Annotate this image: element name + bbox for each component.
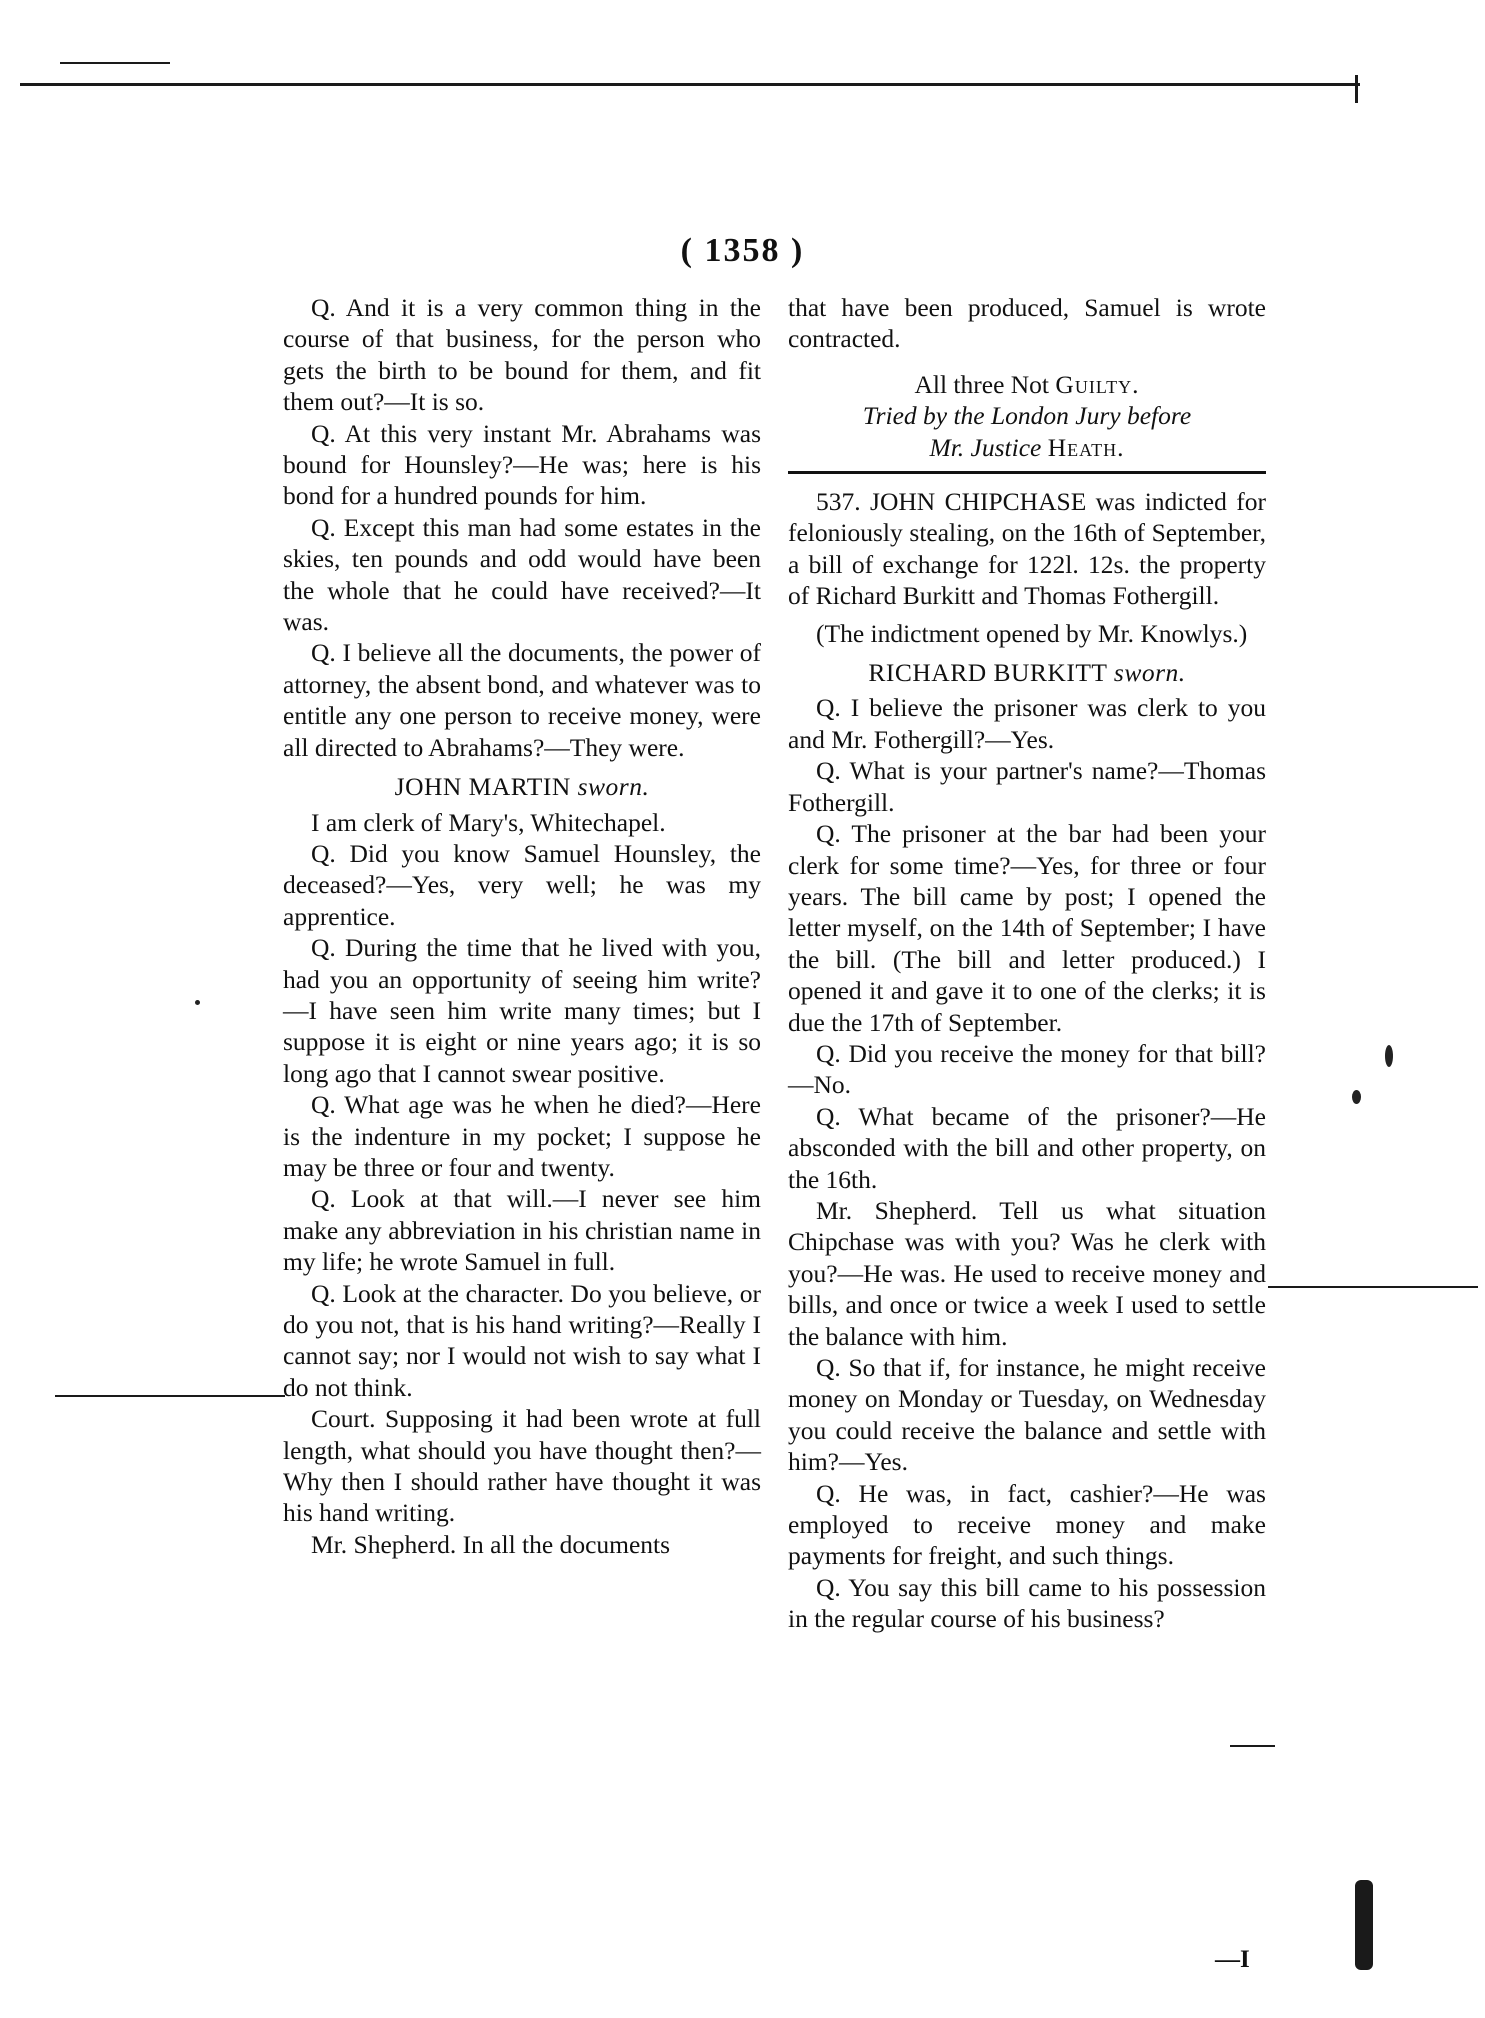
witness-heading bbox=[283, 771, 761, 802]
paragraph: Q. Did you receive the money for that bill?—No. bbox=[788, 1038, 1266, 1100]
paragraph: Mr. Shepherd. Tell us what situation Chipchase was with you? Was he clerk with you?—He was. He used to receive money and bills, and once or twice a week I used to settle the balance with him. bbox=[788, 1195, 1266, 1351]
case-divider bbox=[788, 471, 1266, 474]
indictment-note: (The indictment opened by Mr. Knowlys.) bbox=[816, 618, 1248, 648]
witness-name: RICHARD BURKITT bbox=[868, 658, 1108, 688]
paragraph: Q. You say this bill came to his possession in the regular course of his business? bbox=[788, 1572, 1266, 1634]
paragraph: Q. During the time that he lived with you, had you an opportunity of seeing him write?—I have seen him write many times; but I suppose it is eight or nine years ago; it is so long ago that I cannot swear positive. bbox=[283, 933, 761, 1088]
scan-margin-line-top bbox=[20, 83, 1360, 86]
scan-margin-line-left bbox=[55, 1395, 285, 1397]
paragraph: Q. I believe all the documents, the power of attorney, the absent bond, and whatever was to entitle any one person to receive money, were all directed to Abrahams?—They were. bbox=[283, 638, 761, 762]
tried-line: Tried by the London Jury before bbox=[862, 401, 1192, 431]
paragraph: Q. What became of the prisoner?—He absconded with the bill and other property, on the 16th. bbox=[788, 1101, 1266, 1194]
verdict-line bbox=[788, 369, 1266, 400]
paragraph: Mr. Shepherd. In all the documents bbox=[311, 1529, 671, 1559]
scan-margin-line-right bbox=[1268, 1286, 1478, 1288]
paragraph: Q. What is your partner's name?—Thomas Fothergill. bbox=[788, 756, 1266, 817]
judge-line bbox=[788, 432, 1266, 463]
witness-name: JOHN MARTIN bbox=[394, 772, 571, 802]
scan-gutter-mark bbox=[1230, 1745, 1275, 1747]
scan-edge-blot bbox=[1355, 1880, 1373, 1970]
paragraph: Q. Look at that will.—I never see him make any abbreviation in his christian name in my life; he wrote Samuel in full. bbox=[283, 1184, 761, 1277]
continuation-paragraph: that have been produced, Samuel is wrote contracted. bbox=[788, 293, 1266, 354]
judge-surname: Heath. bbox=[1047, 432, 1125, 462]
verdict-prefix: All three Not bbox=[914, 369, 1050, 399]
scan-margin-tick-right bbox=[1355, 75, 1358, 103]
paragraph: I am clerk of Mary's, Whitechapel. bbox=[311, 807, 666, 837]
scan-speckle bbox=[1352, 1090, 1361, 1104]
page-number: ( 1358 ) bbox=[680, 232, 805, 269]
catchword: —I bbox=[1215, 1946, 1250, 1973]
scan-margin-line-topleft bbox=[60, 62, 170, 64]
case-opening: 537. JOHN CHIPCHASE was indicted for feloniously stealing, on the 16th of September, a bill of exchange for 122l. 12s. the property of Richard Burkitt and Thomas Fothergill. bbox=[788, 487, 1266, 611]
paragraph: Q. He was, in fact, cashier?—He was employed to receive money and make payments for freight, and such things. bbox=[788, 1478, 1266, 1571]
scan-speckle bbox=[1385, 1045, 1393, 1067]
paragraph: Q. What age was he when he died?—Here is the indenture in my pocket; I suppose he may be three or four and twenty. bbox=[283, 1090, 761, 1182]
paragraph: Q. I believe the prisoner was clerk to you and Mr. Fothergill?—Yes. bbox=[788, 693, 1266, 754]
paragraph: Court. Supposing it had been wrote at full length, what should you have thought then?—Why then I should rather have thought it was his hand writing. bbox=[283, 1404, 761, 1528]
judge-title: Mr. Justice bbox=[929, 432, 1042, 462]
paragraph: Q. The prisoner at the bar had been your clerk for some time?—Yes, for three or four years. The bill came by post; I opened the letter myself, on the 14th of September; I have the bill. (The bill and letter produced.) I opened it and gave it to one of the clerks; it is due the 17th of September. bbox=[788, 819, 1266, 1037]
verdict-word: Guilty. bbox=[1055, 369, 1140, 399]
witness-sworn: sworn. bbox=[1113, 658, 1186, 688]
witness-sworn: sworn. bbox=[577, 772, 650, 802]
paragraph: Q. At this very instant Mr. Abrahams was bound for Hounsley?—He was; here is his bond for a hundred pounds for him. bbox=[283, 418, 761, 511]
left-column bbox=[283, 292, 761, 1560]
paragraph: Q. So that if, for instance, he might receive money on Monday or Tuesday, on Wednesday you could receive the balance and settle with him?—Yes. bbox=[788, 1353, 1266, 1477]
scan-speckle bbox=[195, 1000, 200, 1005]
paragraph: Q. Except this man had some estates in the skies, ten pounds and odd would have been the whole that he could have received?—It was. bbox=[283, 512, 761, 637]
paragraph: Q. Look at the character. Do you believe, or do you not, that is his hand writing?—Really I cannot say; nor I would not wish to say what I do not think. bbox=[283, 1278, 761, 1402]
witness-heading bbox=[788, 657, 1266, 688]
right-column bbox=[788, 292, 1266, 1635]
paragraph: Q. Did you know Samuel Hounsley, the deceased?—Yes, very well; he was my apprentice. bbox=[283, 838, 761, 931]
paragraph: Q. And it is a very common thing in the course of that business, for the person who gets the birth to be bound for them, and fit them out?—It is so. bbox=[283, 293, 761, 417]
